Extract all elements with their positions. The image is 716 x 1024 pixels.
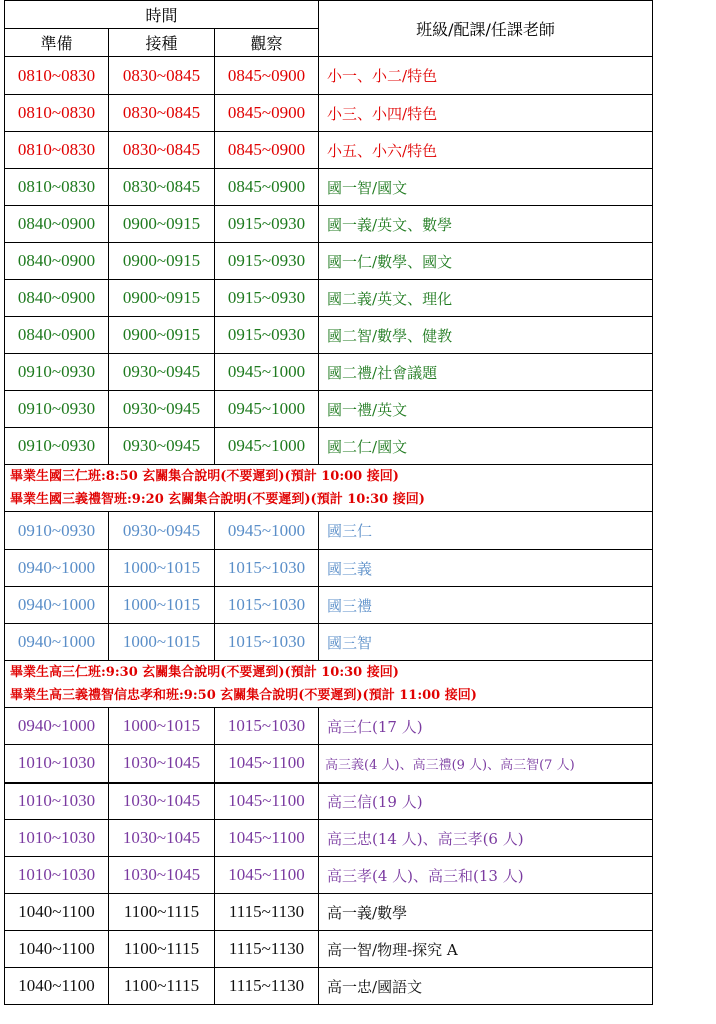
table-row xyxy=(5,243,653,280)
vaccinate-time-cell: 0900~0915 xyxy=(109,243,215,280)
class-cell: 國三義 xyxy=(319,550,653,587)
class-cell: 國二仁/國文 xyxy=(319,428,653,465)
prepare-time-cell: 0910~0930 xyxy=(5,354,109,391)
prepare-time-cell: 1010~1030 xyxy=(5,745,109,783)
prepare-time-cell: 1040~1100 xyxy=(5,931,109,968)
class-cell: 高三義(4 人)、高三禮(9 人)、高三智(7 人) xyxy=(319,745,653,783)
observe-time-cell: 0945~1000 xyxy=(215,428,319,465)
table-row xyxy=(5,931,653,968)
notice-line: 畢業生國三義禮智班:9:20 玄關集合說明(不要遲到)(預計 10:30 接回) xyxy=(10,492,425,507)
class-cell: 高三忠(14 人)、高三孝(6 人) xyxy=(319,820,653,857)
observe-time-cell: 1115~1130 xyxy=(215,931,319,968)
table-row xyxy=(5,206,653,243)
observe-time-cell: 0845~0900 xyxy=(215,95,319,132)
vaccinate-time-cell: 1100~1115 xyxy=(109,968,215,1005)
class-cell: 國一義/英文、數學 xyxy=(319,206,653,243)
class-cell: 高一智/物理-探究 A xyxy=(319,931,653,968)
table-row xyxy=(5,783,653,820)
table-row xyxy=(5,624,653,661)
notice-line: 畢業生高三義禮智信忠孝和班:9:50 玄關集合說明(不要遲到)(預計 11:00 接回) xyxy=(10,688,477,703)
class-cell: 國三禮 xyxy=(319,587,653,624)
prepare-time-cell: 1040~1100 xyxy=(5,894,109,931)
table-row xyxy=(5,968,653,1005)
prepare-time-cell: 0810~0830 xyxy=(5,132,109,169)
observe-header: 觀察 xyxy=(215,29,319,57)
table-row xyxy=(5,894,653,931)
class-cell: 國三智 xyxy=(319,624,653,661)
vaccinate-time-cell: 0830~0845 xyxy=(109,169,215,206)
class-cell: 國二義/英文、理化 xyxy=(319,280,653,317)
vaccinate-time-cell: 0830~0845 xyxy=(109,57,215,95)
vaccinate-time-cell: 1000~1015 xyxy=(109,708,215,745)
observe-time-cell: 0845~0900 xyxy=(215,57,319,95)
observe-time-cell: 0945~1000 xyxy=(215,391,319,428)
class-cell: 高三仁(17 人) xyxy=(319,708,653,745)
observe-time-cell: 1045~1100 xyxy=(215,745,319,783)
observe-time-cell: 1115~1130 xyxy=(215,894,319,931)
vaccination-schedule-table xyxy=(4,0,653,1005)
notice-row xyxy=(5,465,653,512)
table-row xyxy=(5,317,653,354)
observe-time-cell: 1015~1030 xyxy=(215,624,319,661)
table-row xyxy=(5,745,653,783)
prepare-time-cell: 0840~0900 xyxy=(5,280,109,317)
observe-time-cell: 0915~0930 xyxy=(215,243,319,280)
graduate-notice xyxy=(5,661,653,708)
table-row xyxy=(5,391,653,428)
vaccinate-time-cell: 0900~0915 xyxy=(109,317,215,354)
vaccinate-time-cell: 0930~0945 xyxy=(109,428,215,465)
table-row xyxy=(5,169,653,206)
prepare-time-cell: 0940~1000 xyxy=(5,587,109,624)
vaccinate-time-cell: 1100~1115 xyxy=(109,931,215,968)
observe-time-cell: 0915~0930 xyxy=(215,317,319,354)
vaccinate-time-cell: 1030~1045 xyxy=(109,820,215,857)
time-header: 時間 xyxy=(5,1,319,29)
vaccinate-time-cell: 0930~0945 xyxy=(109,391,215,428)
table-row xyxy=(5,57,653,95)
table-row xyxy=(5,95,653,132)
class-cell: 小一、小二/特色 xyxy=(319,57,653,95)
table-row xyxy=(5,354,653,391)
vaccinate-time-cell: 1100~1115 xyxy=(109,894,215,931)
observe-time-cell: 0915~0930 xyxy=(215,206,319,243)
table-row xyxy=(5,512,653,550)
prepare-time-cell: 0910~0930 xyxy=(5,391,109,428)
class-header: 班級/配課/任課老師 xyxy=(319,1,653,57)
table-row xyxy=(5,280,653,317)
class-cell: 國一智/國文 xyxy=(319,169,653,206)
prepare-time-cell: 1010~1030 xyxy=(5,783,109,820)
prepare-time-cell: 0940~1000 xyxy=(5,550,109,587)
prepare-time-cell: 1010~1030 xyxy=(5,857,109,894)
observe-time-cell: 1045~1100 xyxy=(215,783,319,820)
vaccinate-time-cell: 0900~0915 xyxy=(109,280,215,317)
table-row xyxy=(5,820,653,857)
prepare-time-cell: 1040~1100 xyxy=(5,968,109,1005)
table-row xyxy=(5,428,653,465)
class-cell: 高一忠/國語文 xyxy=(319,968,653,1005)
schedule-body xyxy=(5,57,653,1005)
observe-time-cell: 1015~1030 xyxy=(215,587,319,624)
schedule-sheet xyxy=(4,0,653,1005)
prepare-time-cell: 0910~0930 xyxy=(5,428,109,465)
class-cell: 高三孝(4 人)、高三和(13 人) xyxy=(319,857,653,894)
observe-time-cell: 1115~1130 xyxy=(215,968,319,1005)
graduate-notice xyxy=(5,465,653,512)
table-row xyxy=(5,587,653,624)
notice-line: 畢業生國三仁班:8:50 玄關集合說明(不要遲到)(預計 10:00 接回) xyxy=(10,469,399,484)
class-cell: 小五、小六/特色 xyxy=(319,132,653,169)
prepare-time-cell: 0840~0900 xyxy=(5,243,109,280)
observe-time-cell: 0945~1000 xyxy=(215,512,319,550)
prepare-time-cell: 0840~0900 xyxy=(5,317,109,354)
observe-time-cell: 1045~1100 xyxy=(215,820,319,857)
notice-row xyxy=(5,661,653,708)
class-cell: 國一仁/數學、國文 xyxy=(319,243,653,280)
vaccinate-time-cell: 1030~1045 xyxy=(109,783,215,820)
observe-time-cell: 0845~0900 xyxy=(215,169,319,206)
prepare-time-cell: 0940~1000 xyxy=(5,708,109,745)
vaccinate-time-cell: 0900~0915 xyxy=(109,206,215,243)
prepare-time-cell: 0910~0930 xyxy=(5,512,109,550)
vaccinate-time-cell: 0930~0945 xyxy=(109,354,215,391)
vaccinate-time-cell: 1000~1015 xyxy=(109,587,215,624)
notice-line: 畢業生高三仁班:9:30 玄關集合說明(不要遲到)(預計 10:30 接回) xyxy=(10,665,399,680)
observe-time-cell: 0945~1000 xyxy=(215,354,319,391)
class-cell: 國二禮/社會議題 xyxy=(319,354,653,391)
table-row xyxy=(5,708,653,745)
vaccinate-time-cell: 1030~1045 xyxy=(109,745,215,783)
prepare-time-cell: 0840~0900 xyxy=(5,206,109,243)
vaccinate-time-cell: 1030~1045 xyxy=(109,857,215,894)
prepare-header: 準備 xyxy=(5,29,109,57)
prepare-time-cell: 1010~1030 xyxy=(5,820,109,857)
class-cell: 國二智/數學、健教 xyxy=(319,317,653,354)
observe-time-cell: 0845~0900 xyxy=(215,132,319,169)
class-cell: 國一禮/英文 xyxy=(319,391,653,428)
class-cell: 高三信(19 人) xyxy=(319,783,653,820)
prepare-time-cell: 0810~0830 xyxy=(5,169,109,206)
observe-time-cell: 1045~1100 xyxy=(215,857,319,894)
vaccinate-time-cell: 1000~1015 xyxy=(109,624,215,661)
observe-time-cell: 1015~1030 xyxy=(215,708,319,745)
observe-time-cell: 1015~1030 xyxy=(215,550,319,587)
header-row-top xyxy=(5,1,653,29)
class-cell: 高一義/數學 xyxy=(319,894,653,931)
prepare-time-cell: 0810~0830 xyxy=(5,95,109,132)
vaccinate-time-cell: 0830~0845 xyxy=(109,132,215,169)
class-cell: 國三仁 xyxy=(319,512,653,550)
table-row xyxy=(5,132,653,169)
class-cell: 小三、小四/特色 xyxy=(319,95,653,132)
table-row xyxy=(5,857,653,894)
table-row xyxy=(5,550,653,587)
vaccinate-header: 接種 xyxy=(109,29,215,57)
observe-time-cell: 0915~0930 xyxy=(215,280,319,317)
prepare-time-cell: 0810~0830 xyxy=(5,57,109,95)
vaccinate-time-cell: 0830~0845 xyxy=(109,95,215,132)
vaccinate-time-cell: 1000~1015 xyxy=(109,550,215,587)
prepare-time-cell: 0940~1000 xyxy=(5,624,109,661)
vaccinate-time-cell: 0930~0945 xyxy=(109,512,215,550)
